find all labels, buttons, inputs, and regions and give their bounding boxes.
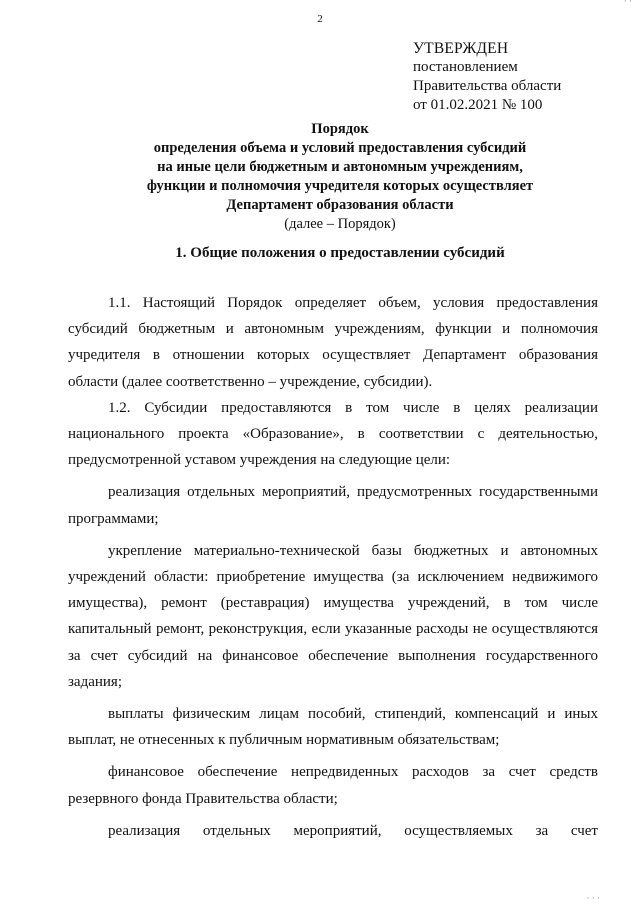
approval-line-1: постановлением bbox=[413, 59, 518, 75]
purpose-item-3: выплаты физическим лицам пособий, стипендий, компенсаций и иных выплат, не отнесенных к публичным нормативным обязательствам; bbox=[68, 706, 598, 749]
approval-line-2: Правительства области bbox=[413, 78, 562, 94]
purpose-item-4: финансовое обеспечение непредвиденных расходов за счет средств резервного фонда Правительства области; bbox=[68, 764, 598, 807]
approval-stamp bbox=[413, 39, 561, 115]
page-number: 2 bbox=[317, 13, 323, 25]
paragraph-1-2: 1.2. Субсидии предоставляются в том числе в целях реализации национального проекта «Образование», в соответствии с деятельностью, предусмотренной уставом учреждения на следующие цели: bbox=[68, 399, 598, 469]
section-heading: 1. Общие положения о предоставлении субсидий bbox=[175, 245, 505, 261]
purpose-item-5: реализация отдельных мероприятий, осуществляемых за счет bbox=[108, 822, 598, 839]
corner-mark-top: · · bbox=[623, 0, 632, 6]
title-line-6: (далее – Порядок) bbox=[284, 216, 396, 232]
approval-line-3: от 01.02.2021 № 100 bbox=[413, 97, 543, 113]
title-line-2: определения объема и условий предоставления субсидий bbox=[153, 140, 527, 156]
approval-heading: УТВЕРЖДЕН bbox=[413, 40, 509, 57]
document-title bbox=[60, 120, 620, 234]
title-line-1: Порядок bbox=[311, 121, 369, 137]
title-line-4: функции и полномочия учредителя которых осуществляет bbox=[146, 178, 534, 194]
title-line-3: на иные цели бюджетным и автономным учреждениям, bbox=[157, 159, 523, 175]
document-body bbox=[68, 290, 598, 844]
corner-mark-bottom: · · · bbox=[586, 893, 600, 903]
title-line-5: Департамент образования области bbox=[226, 197, 454, 213]
purpose-item-2: укрепление материально-технической базы бюджетных и автономных учреждений области: приобретение имущества (за исключением недвижимого имущества), ремонт (реставрация) имущества учреждений, в том числе капитальный ремонт, реконструкция, если указанные расходы не осуществляются за счет субсидий на финансовое обеспечение выполнения государственного задания; bbox=[68, 542, 598, 690]
purpose-item-1: реализация отдельных мероприятий, предусмотренных государственными программами; bbox=[68, 484, 598, 527]
paragraph-1-1: 1.1. Настоящий Порядок определяет объем, условия предоставления субсидий бюджетным и автономным учреждениям, функции и полномочия учредителя в отношении которых осуществляет Департамент образования области (далее соответственно – учреждение, субсидии). bbox=[68, 295, 598, 390]
